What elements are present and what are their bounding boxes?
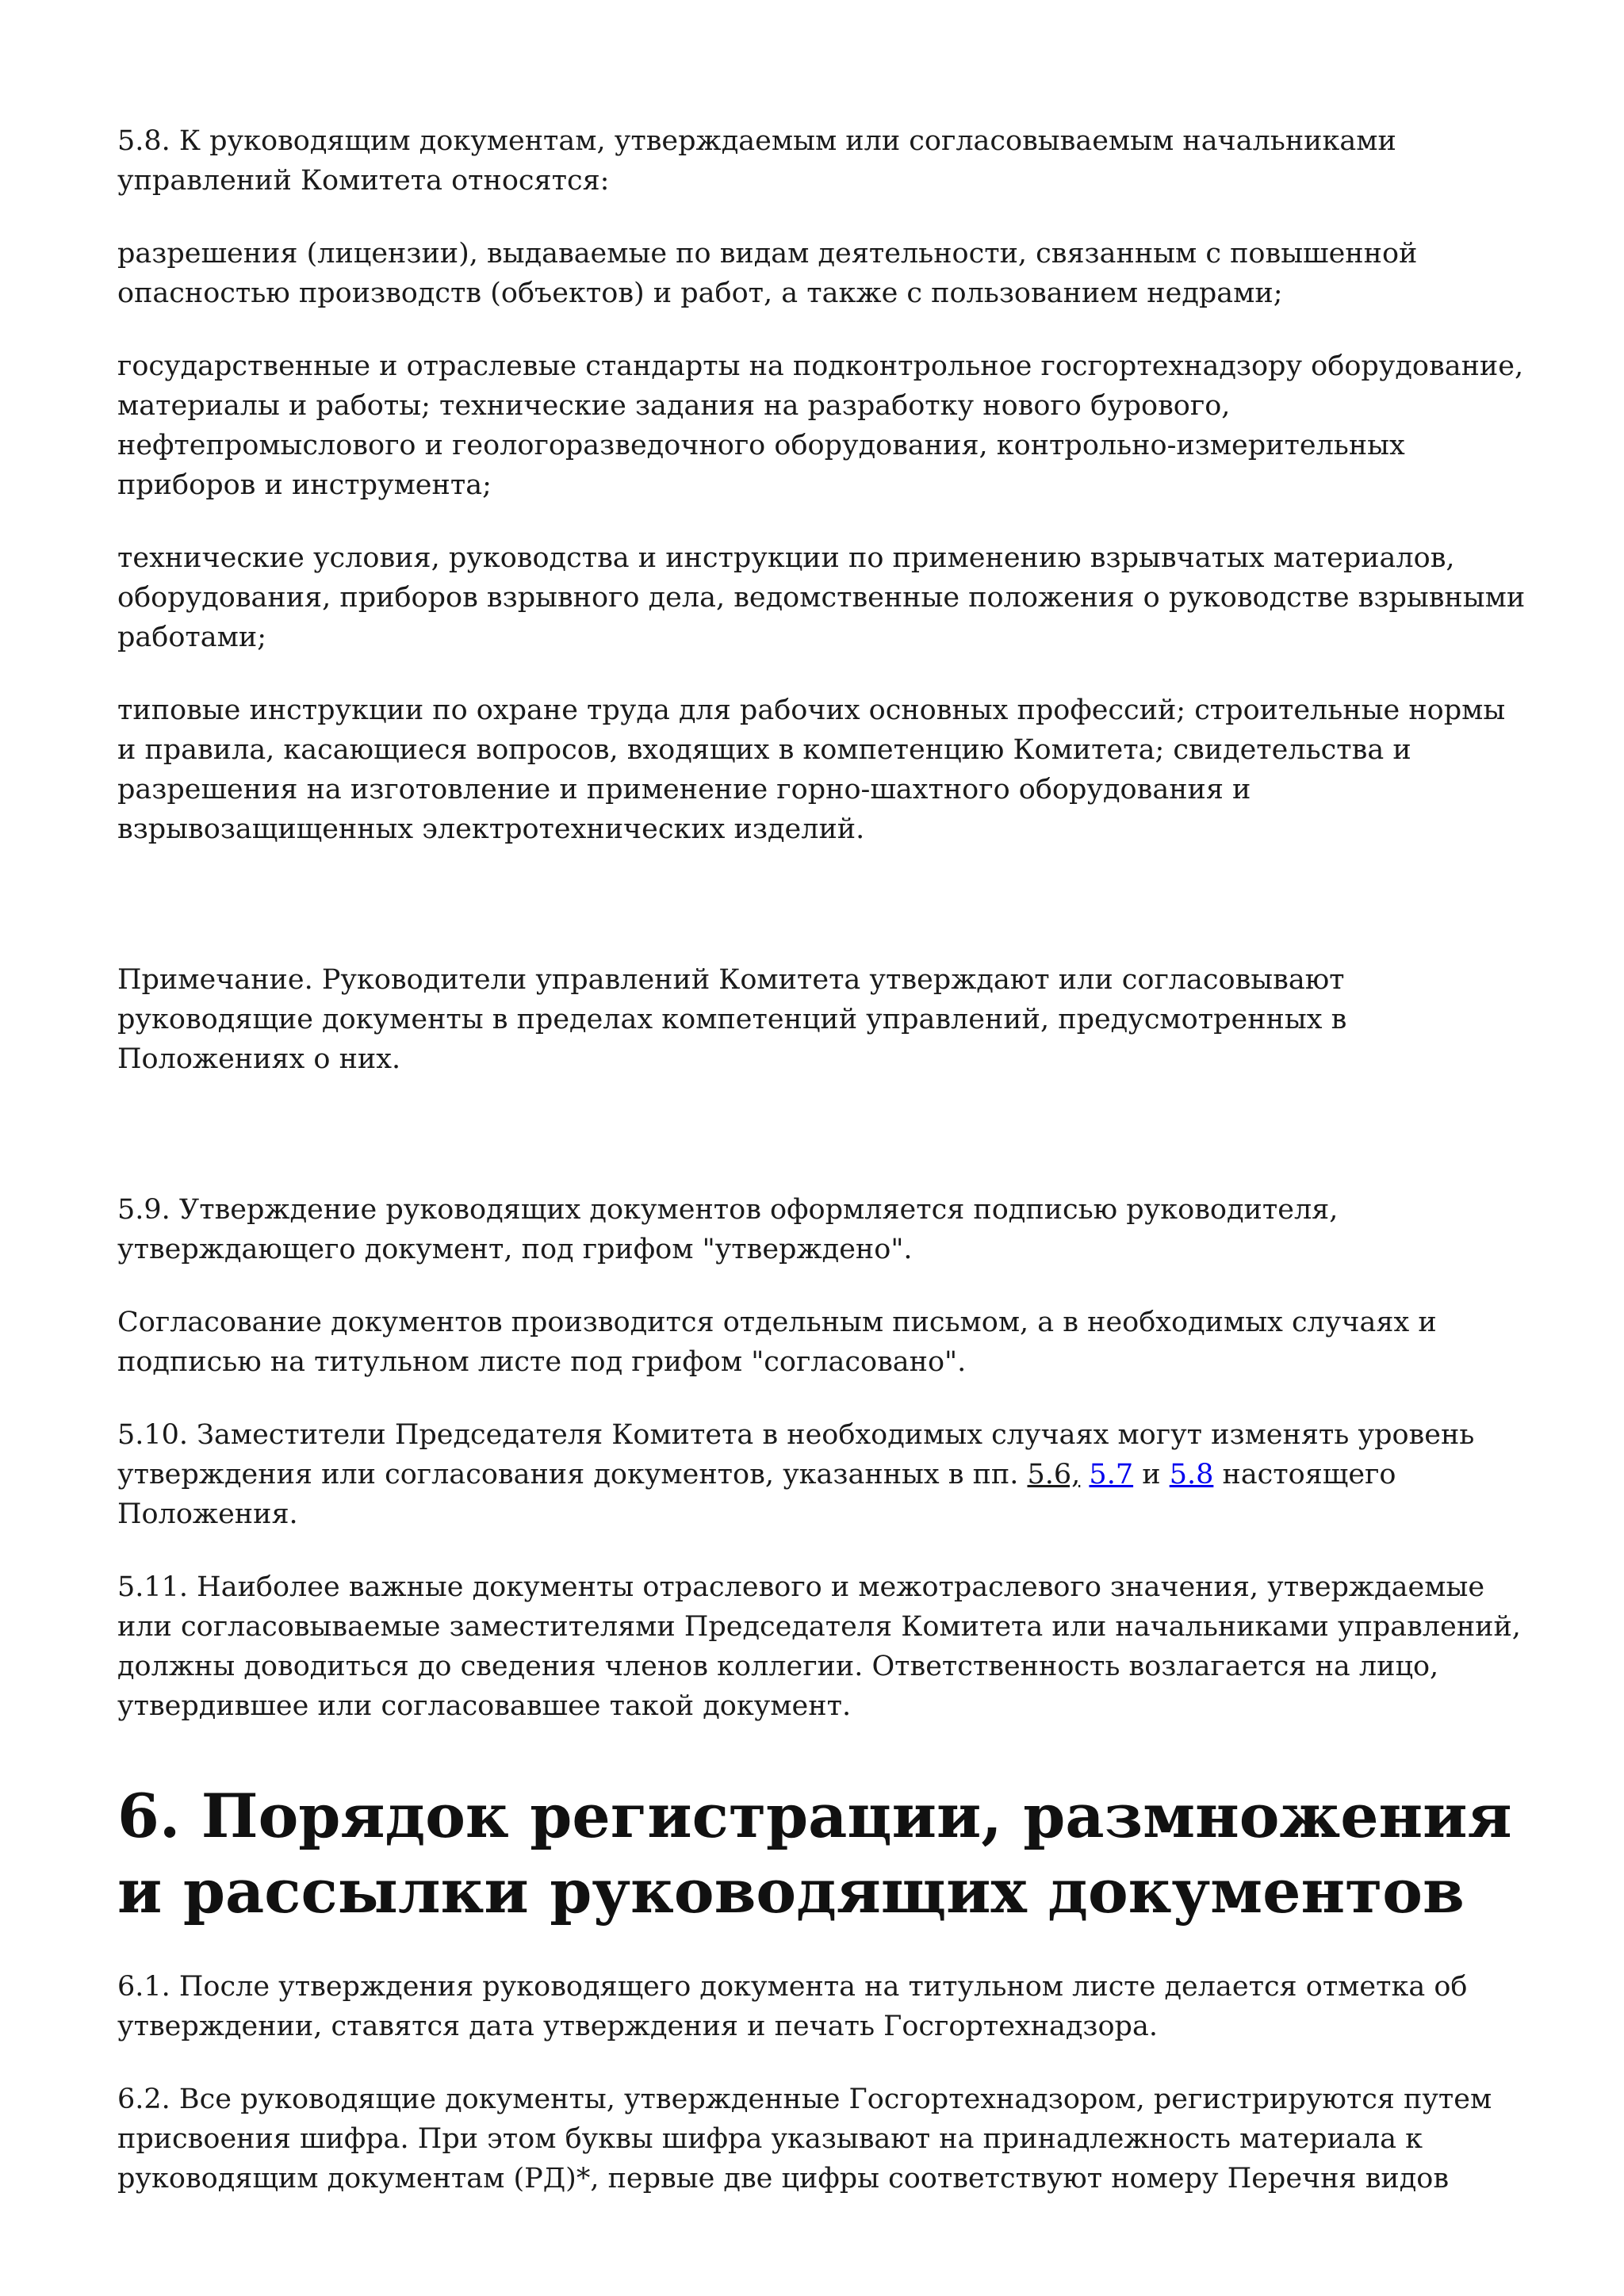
paragraph-5-9: 5.9. Утверждение руководящих документов оформляется подписью руководителя, утверждающего документ, под грифом "утверждено". — [117, 1194, 1339, 1265]
paragraph-5-8: 5.8. К руководящим документам, утверждаемым или согласовываемым начальниками управлений Комитета относятся: — [117, 125, 1396, 197]
paragraph-5-8-licenses: разрешения (лицензии), выдаваемые по видам деятельности, связанным с повышенной опасностью производств (объектов) и работ, а также с пользованием недрами; — [117, 238, 1418, 309]
paragraph-6-2: 6.2. Все руководящие документы, утвержденные Госгортехнадзором, регистрируются путем присвоения шифра. При этом буквы шифра указывают на принадлежность материала к руководящим документам (РД)*, первые две цифры соответствуют номеру Перечня видов — [117, 2084, 1492, 2195]
section-6-heading: 6. Порядок регистрации, размножения и рассылки руководящих документов — [117, 1781, 1512, 1927]
document-page — [117, 121, 1529, 2198]
paragraph-5-10 — [117, 1415, 1529, 1534]
paragraph-5-8-instructions: типовые инструкции по охране труда для рабочих основных профессий; строительные нормы и правила, касающиеся вопросов, входящих в компетенцию Комитета; свидетельства и разрешения на изготовление и применение горно-шахтного оборудования и взрывозащищенных электротехнических изделий. — [117, 695, 1506, 845]
paragraph-5-9-approval: Согласование документов производится отдельным письмом, а в необходимых случаях и подписью на титульном листе под грифом "согласовано". — [117, 1307, 1437, 1378]
paragraph-5-8-standards: государственные и отраслевые стандарты на подконтрольное госгортехнадзору оборудование, материалы и работы; технические задания на разработку нового бурового, нефтепромыслового и геологоразведочного оборудования, контрольно-измерительных приборов и инструмента; — [117, 350, 1524, 501]
paragraph-5-10-suffix: настоящего Положения. — [117, 1459, 1396, 1530]
paragraph-5-10-prefix: 5.10. Заместители Председателя Комитета в необходимых случаях могут изменять уровень утверждения или согласования документов, указанных в пп. — [117, 1419, 1475, 1490]
link-5-7[interactable]: 5.7 — [1089, 1459, 1134, 1490]
paragraph-6-1: 6.1. После утверждения руководящего документа на титульном листе делается отметка об утверждении, ставятся дата утверждения и печать Госгортехнадзора. — [117, 1971, 1468, 2042]
paragraph-5-11: 5.11. Наиболее важные документы отраслевого и межотраслевого значения, утверждаемые или согласовываемые заместителями Председателя Комитета или начальниками управлений, должны доводиться до сведения членов коллегии. Ответственность возлагается на лицо, утвердившее или согласовавшее такой документ. — [117, 1571, 1521, 1722]
link-5-8[interactable]: 5.8 — [1169, 1459, 1214, 1490]
paragraph-5-8-explosives: технические условия, руководства и инструкции по применению взрывчатых материалов, оборудования, приборов взрывного дела, ведомственные положения о руководстве взрывными работами; — [117, 542, 1526, 653]
paragraph-5-10-and: и — [1133, 1459, 1170, 1490]
note-paragraph: Примечание. Руководители управлений Комитета утверждают или согласовывают руководящие документы в пределах компетенций управлений, предусмотренных в Положениях о них. — [117, 964, 1347, 1075]
link-5-6[interactable]: 5.6, — [1027, 1459, 1081, 1490]
